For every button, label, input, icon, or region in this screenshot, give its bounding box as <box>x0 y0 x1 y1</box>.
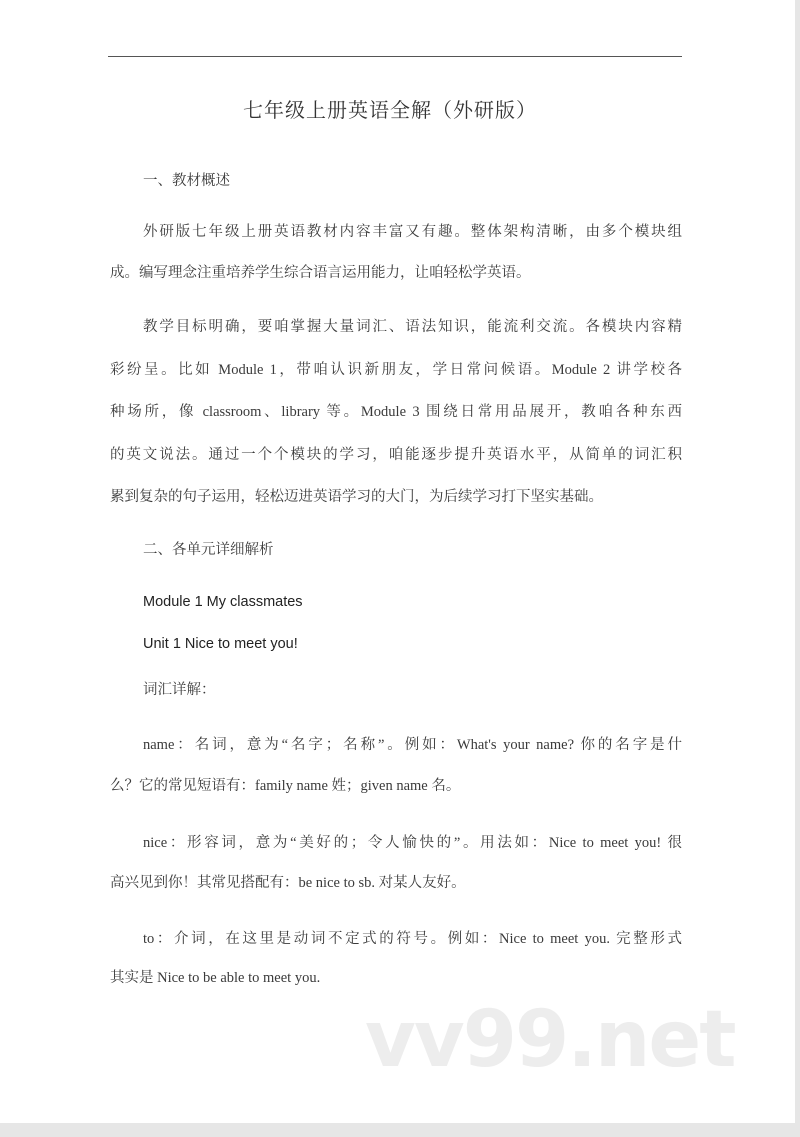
vocab-heading: 词汇详解： <box>143 682 216 698</box>
section-heading-units: 二、各单元详细解析 <box>143 542 274 558</box>
paragraph-line: 外研版七年级上册英语教材内容丰富又有趣。整体架构清晰，由多个模块组 <box>143 224 682 240</box>
header-rule <box>108 56 682 57</box>
unit-heading: Unit 1 Nice to meet you! <box>143 636 298 652</box>
paragraph-line: 教学目标明确，要咱掌握大量词汇、语法知识，能流利交流。各模块内容精 <box>143 319 682 335</box>
vocab-entry-to-line: 其实是 Nice to be able to meet you. <box>110 970 321 986</box>
module-heading: Module 1 My classmates <box>143 594 303 610</box>
vocab-entry-nice-line: 高兴见到你！其常见搭配有：be nice to sb. 对某人友好。 <box>110 875 466 891</box>
watermark: vv99.net <box>365 995 735 1085</box>
page-title: 七年级上册英语全解（外研版） <box>243 100 537 122</box>
vocab-entry-name-line: 么？它的常见短语有：family name 姓；given name 名。 <box>110 778 461 794</box>
vocab-entry-nice-line: nice：形容词，意为“美好的；令人愉快的”。用法如：Nice to meet you! 很 <box>143 835 682 851</box>
vocab-entry-name-line: name：名词，意为“名字；名称”。例如：What's your name? 你的名字是什 <box>143 737 682 753</box>
vocab-entry-to-line: to：介词，在这里是动词不定式的符号。例如：Nice to meet you. 完整形式 <box>143 931 682 947</box>
paragraph-line: 累到复杂的句子运用，轻松迈进英语学习的大门，为后续学习打下坚实基础。 <box>110 489 603 505</box>
paragraph-line: 成。编写理念注重培养学生综合语言运用能力，让咱轻松学英语。 <box>110 265 531 281</box>
section-heading-overview: 一、教材概述 <box>143 173 230 189</box>
paragraph-line: 的英文说法。通过一个个模块的学习，咱能逐步提升英语水平，从简单的词汇积 <box>110 447 682 463</box>
paragraph-line: 彩纷呈。比如 Module 1，带咱认识新朋友，学日常问候语。Module 2 讲学校各 <box>110 362 682 378</box>
paragraph-line: 种场所，像 classroom、library 等。Module 3 围绕日常用品展开，教咱各种东西 <box>110 404 682 420</box>
